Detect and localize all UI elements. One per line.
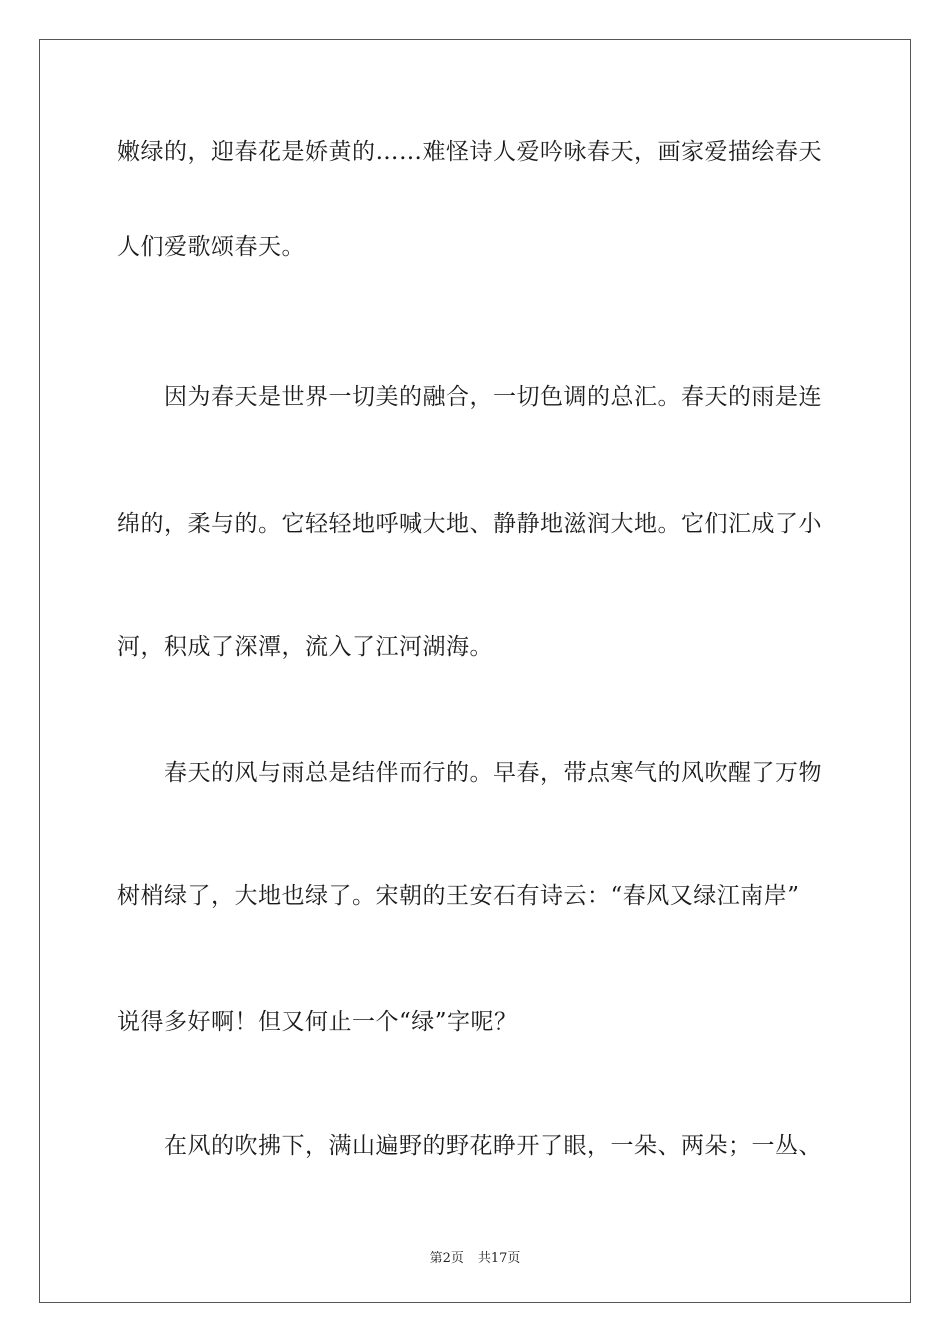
paragraph-4-line-1: 在风的吹拂下，满山遍野的野花睁开了眼，一朵、两朵；一丛、 (164, 1133, 822, 1159)
page-border (39, 39, 911, 1303)
paragraph-2-line-2: 绵的，柔与的。它轻轻地呼喊大地、静静地滋润大地。它们汇成了小 (117, 511, 822, 537)
total-pages: 共17页 (477, 1251, 521, 1266)
page-footer (0, 1247, 950, 1266)
page-number: 第2页 (429, 1251, 464, 1266)
paragraph-3-line-1: 春天的风与雨总是结伴而行的。早春，带点寒气的风吹醒了万物 (164, 760, 822, 786)
paragraph-3-line-2: 树梢绿了，大地也绿了。宋朝的王安石有诗云：“春风又绿江南岸” (117, 883, 800, 909)
text-line-1: 嫩绿的，迎春花是娇黄的……难怪诗人爱吟咏春天，画家爱描绘春天 (117, 139, 822, 165)
paragraph-3-line-3: 说得多好啊！但又何止一个“绿”字呢？ (117, 1009, 518, 1035)
paragraph-2-line-1: 因为春天是世界一切美的融合，一切色调的总汇。春天的雨是连 (164, 384, 822, 410)
paragraph-2-line-3: 河，积成了深潭，流入了江河湖海。 (117, 634, 493, 660)
text-line-2: 人们爱歌颂春天。 (117, 234, 305, 260)
